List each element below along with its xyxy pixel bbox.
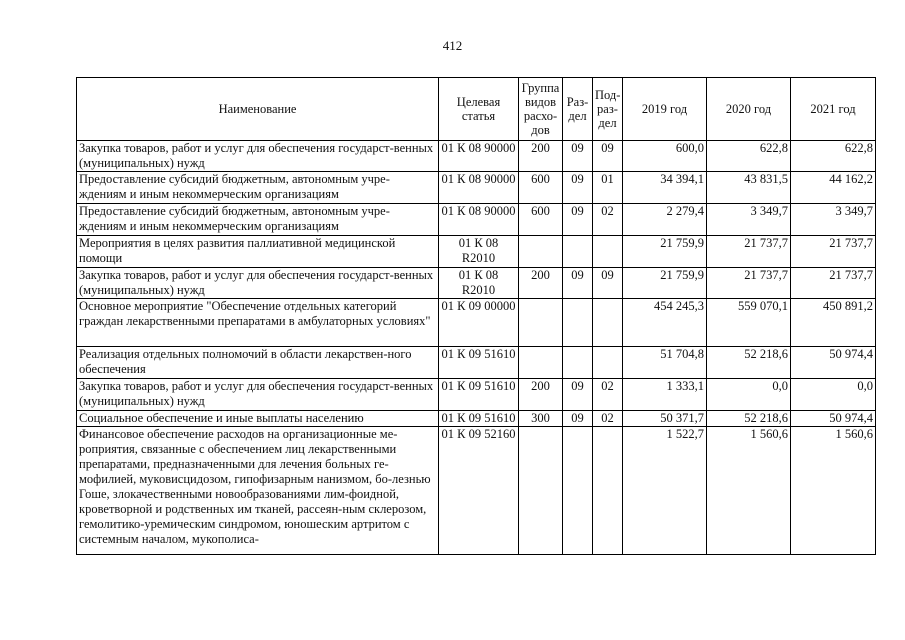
header-code: Целевая статья [439, 78, 519, 141]
row-name: Основное мероприятие "Обеспечение отдельных категорий граждан лекарственными препаратами в амбулаторных условиях" [77, 299, 439, 347]
row-section: 09 [563, 379, 593, 411]
row-2020: 43 831,5 [707, 172, 791, 204]
table-row [77, 347, 876, 379]
row-subsection [593, 299, 623, 347]
row-2019: 51 704,8 [623, 347, 707, 379]
header-name: Наименование [77, 78, 439, 141]
row-section [563, 427, 593, 555]
row-subsection: 02 [593, 204, 623, 236]
row-2020: 622,8 [707, 141, 791, 172]
row-2020: 52 218,6 [707, 411, 791, 427]
row-2021: 44 162,2 [791, 172, 876, 204]
row-group [519, 347, 563, 379]
row-name: Предоставление субсидий бюджетным, автономным учре-ждениям и иным некоммерческим организациям [77, 172, 439, 204]
row-section [563, 299, 593, 347]
row-2021: 0,0 [791, 379, 876, 411]
header-subsection: Под-раз-дел [593, 78, 623, 141]
row-subsection [593, 347, 623, 379]
row-2019: 50 371,7 [623, 411, 707, 427]
row-group: 200 [519, 268, 563, 299]
row-code: 01 К 08 90000 [439, 141, 519, 172]
header-group: Группа видов расхо-дов [519, 78, 563, 141]
row-subsection: 02 [593, 411, 623, 427]
row-code: 01 К 09 52160 [439, 427, 519, 555]
row-subsection: 09 [593, 268, 623, 299]
row-2019: 1 522,7 [623, 427, 707, 555]
row-section: 09 [563, 268, 593, 299]
table-row [77, 141, 876, 172]
row-section: 09 [563, 172, 593, 204]
row-2021: 622,8 [791, 141, 876, 172]
row-code: 01 К 09 51610 [439, 411, 519, 427]
row-section: 09 [563, 204, 593, 236]
row-subsection [593, 236, 623, 268]
row-2021: 50 974,4 [791, 347, 876, 379]
table-row [77, 427, 876, 555]
row-name: Финансовое обеспечение расходов на организационные ме-роприятия, связанные с обеспечением лиц лекарственными препаратами, предназначенными для лечения больных ге-мофилией, муковисцидозом, гипофизарным нанизмом, бо-лезнью Гоше, злокачественными новообразованиями лим-фоидной, кроветворной и родственных им тканей, рассеян-ным склерозом, гемолитико-уремическим синдромом, юношеским артритом с системным началом, мукополиса- [77, 427, 439, 555]
row-group [519, 299, 563, 347]
row-2019: 454 245,3 [623, 299, 707, 347]
row-name: Закупка товаров, работ и услуг для обеспечения государст-венных (муниципальных) нужд [77, 141, 439, 172]
table-row [77, 236, 876, 268]
table-row [77, 204, 876, 236]
row-subsection: 01 [593, 172, 623, 204]
row-2020: 21 737,7 [707, 268, 791, 299]
row-subsection: 02 [593, 379, 623, 411]
row-2019: 34 394,1 [623, 172, 707, 204]
row-group [519, 427, 563, 555]
table-header-row [77, 78, 876, 141]
table-row [77, 411, 876, 427]
table-row [77, 299, 876, 347]
row-2019: 21 759,9 [623, 268, 707, 299]
row-2020: 1 560,6 [707, 427, 791, 555]
row-name: Закупка товаров, работ и услуг для обеспечения государст-венных (муниципальных) нужд [77, 379, 439, 411]
row-code: 01 К 08 R2010 [439, 268, 519, 299]
row-group: 600 [519, 172, 563, 204]
row-section: 09 [563, 141, 593, 172]
row-2020: 52 218,6 [707, 347, 791, 379]
row-code: 01 К 09 51610 [439, 379, 519, 411]
row-2020: 21 737,7 [707, 236, 791, 268]
row-2021: 50 974,4 [791, 411, 876, 427]
row-2020: 0,0 [707, 379, 791, 411]
row-2019: 2 279,4 [623, 204, 707, 236]
row-2021: 3 349,7 [791, 204, 876, 236]
table-row [77, 268, 876, 299]
row-name: Реализация отдельных полномочий в области лекарствен-ного обеспечения [77, 347, 439, 379]
row-2021: 21 737,7 [791, 236, 876, 268]
row-group: 200 [519, 141, 563, 172]
row-2020: 3 349,7 [707, 204, 791, 236]
row-2019: 21 759,9 [623, 236, 707, 268]
row-name: Мероприятия в целях развития паллиативной медицинской помощи [77, 236, 439, 268]
row-group: 300 [519, 411, 563, 427]
row-code: 01 К 08 90000 [439, 172, 519, 204]
row-code: 01 К 08 90000 [439, 204, 519, 236]
row-2019: 1 333,1 [623, 379, 707, 411]
row-2020: 559 070,1 [707, 299, 791, 347]
row-2021: 21 737,7 [791, 268, 876, 299]
header-2019: 2019 год [623, 78, 707, 141]
row-name: Предоставление субсидий бюджетным, автономным учре-ждениям и иным некоммерческим организациям [77, 204, 439, 236]
row-subsection: 09 [593, 141, 623, 172]
row-section [563, 347, 593, 379]
row-code: 01 К 09 00000 [439, 299, 519, 347]
row-group [519, 236, 563, 268]
budget-table [76, 77, 876, 555]
row-section [563, 236, 593, 268]
row-code: 01 К 09 51610 [439, 347, 519, 379]
row-name: Закупка товаров, работ и услуг для обеспечения государст-венных (муниципальных) нужд [77, 268, 439, 299]
row-2021: 1 560,6 [791, 427, 876, 555]
row-group: 200 [519, 379, 563, 411]
row-2021: 450 891,2 [791, 299, 876, 347]
page-number: 412 [442, 38, 463, 53]
row-name: Социальное обеспечение и иные выплаты населению [77, 411, 439, 427]
table-row [77, 172, 876, 204]
table-row [77, 379, 876, 411]
header-section: Раз-дел [563, 78, 593, 141]
row-2019: 600,0 [623, 141, 707, 172]
header-2021: 2021 год [791, 78, 876, 141]
row-code: 01 К 08 R2010 [439, 236, 519, 268]
row-subsection [593, 427, 623, 555]
row-section: 09 [563, 411, 593, 427]
header-2020: 2020 год [707, 78, 791, 141]
row-group: 600 [519, 204, 563, 236]
